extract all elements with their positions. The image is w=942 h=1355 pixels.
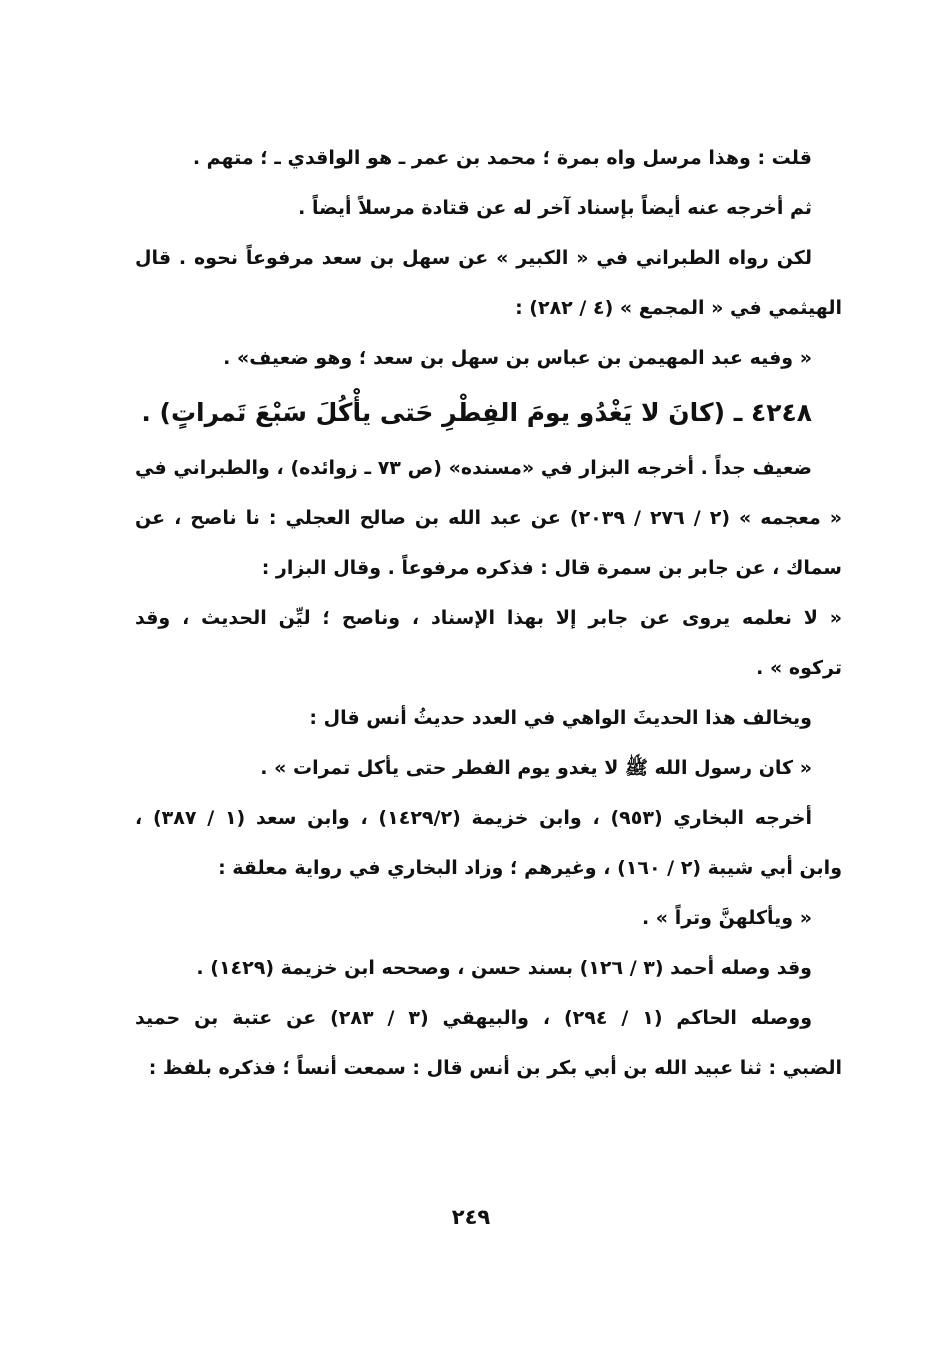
text-line: « معجمه » (٢ / ٢٧٦ / ٢٠٣٩) عن عبد الله بن صالح العجلي : نا ناصح ، عن: [135, 507, 843, 529]
text-line: أخرجه البخاري (٩٥٣) ، وابن خزيمة (١٤٢٩/٢) ، وابن سعد (١ / ٣٨٧) ،: [135, 807, 812, 829]
quote-line: « كان رسول الله ﷺ لا يغدو يوم الفطر حتى يأكل تمرات » .: [260, 757, 812, 779]
text-line: ثم أخرجه عنه أيضاً بإسناد آخر له عن قتادة مرسلاً أيضاً .: [298, 197, 812, 219]
text-line: الضبي : ثنا عبيد الله بن أبي بكر بن أنس قال : سمعت أنساً ؛ فذكره بلفظ :: [148, 1057, 842, 1079]
quote-line: « لا نعلمه يروى عن جابر إلا بهذا الإسناد ، وناصح ؛ ليِّن الحديث ، وقد: [135, 607, 842, 629]
text-line: سماك ، عن جابر بن سمرة قال : فذكره مرفوعاً . وقال البزار :: [261, 557, 842, 579]
text-line: ضعيف جداً . أخرجه البزار في «مسنده» (ص ٧٣ ـ زوائده) ، والطبراني في: [135, 457, 812, 479]
text-line: وابن أبي شيبة (٢ / ١٦٠) ، وغيرهم ؛ وزاد البخاري في رواية معلقة :: [218, 857, 842, 879]
text-line: وقد وصله أحمد (٣ / ١٢٦) بسند حسن ، وصححه ابن خزيمة (١٤٢٩) .: [196, 957, 812, 979]
hadith-heading: ٤٢٤٨ ـ (كانَ لا يَغْدُو يومَ الفِطْرِ حَتى يأْكُلَ سَبْعَ تَمراتٍ) .: [141, 398, 812, 427]
quote-line: « ويأكلهنَّ وتراً » .: [641, 907, 812, 929]
quote-line: « وفيه عبد المهيمن بن عباس بن سهل بن سعد ؛ وهو ضعيف» .: [223, 347, 812, 369]
text-line: ويخالف هذا الحديثَ الواهي في العدد حديثُ أنس قال :: [309, 707, 812, 729]
main-text: [135, 133, 842, 1093]
text-line: الهيثمي في « المجمع » (٤ / ٢٨٢) :: [515, 297, 842, 319]
quote-line: تركوه » .: [756, 657, 842, 679]
text-line: قلت : وهذا مرسل واه بمرة ؛ محمد بن عمر ـ هو الواقدي ـ ؛ متهم .: [192, 147, 812, 169]
text-line: ووصله الحاكم (١ / ٢٩٤) ، والبيهقي (٣ / ٢٨٣) عن عتبة بن حميد: [135, 1007, 812, 1029]
text-line: لكن رواه الطبراني في « الكبير » عن سهل بن سعد مرفوعاً نحوه . قال: [135, 247, 812, 269]
page-number: ٢٤٩: [451, 1205, 491, 1229]
